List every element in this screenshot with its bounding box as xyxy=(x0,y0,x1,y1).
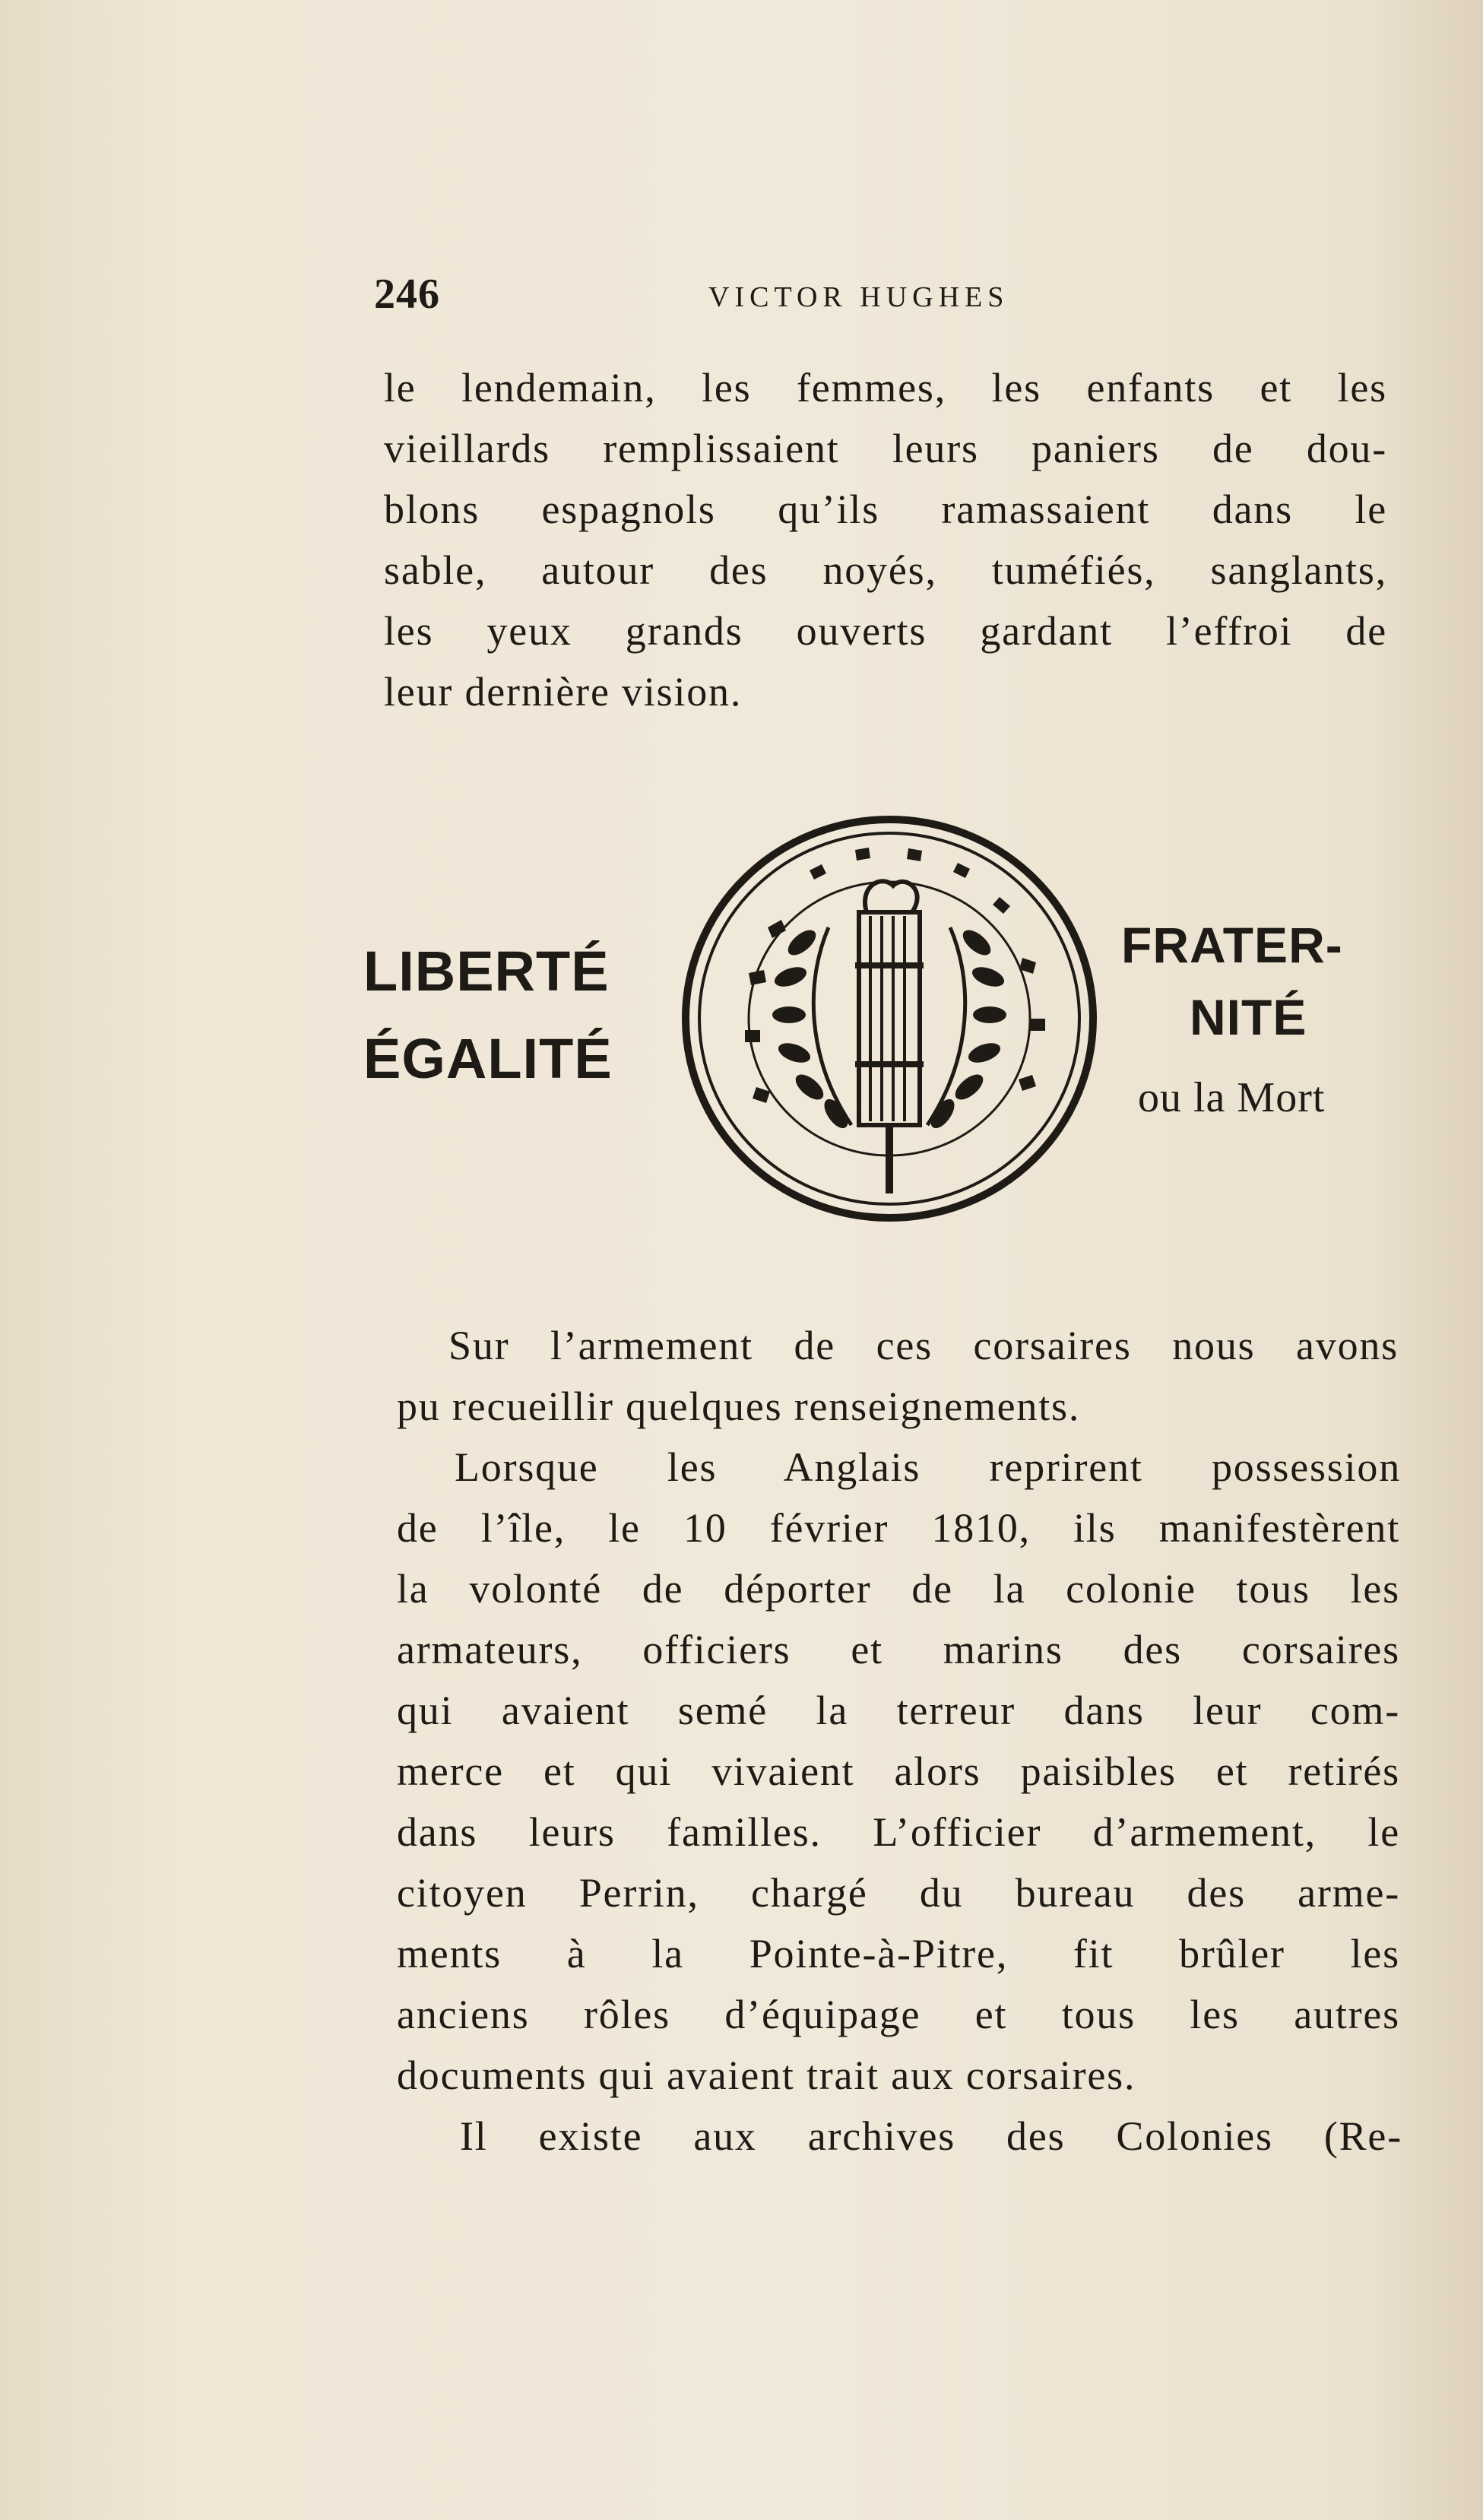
text-line: dans leurs familles. L’officier d’armement, le xyxy=(397,1809,1400,1855)
text-line: qui avaient semé la terreur dans leur com- xyxy=(397,1688,1400,1733)
motto-fraternite-1: FRATER- xyxy=(1121,917,1343,973)
text-line: anciens rôles d’équipage et tous les autres xyxy=(397,1992,1400,2037)
republican-seal-icon xyxy=(677,813,1102,1224)
motto-ou-la-mort: ou la Mort xyxy=(1138,1074,1326,1121)
motto-liberte: LIBERTÉ xyxy=(363,940,610,1003)
text-line: les yeux grands ouverts gardant l’effroi de xyxy=(384,608,1387,654)
text-line: leur dernière vision. xyxy=(384,669,743,715)
text-line: Il existe aux archives des Colonies (Re- xyxy=(460,2113,1402,2159)
text-line: citoyen Perrin, chargé du bureau des arme- xyxy=(397,1870,1400,1916)
text-line: le lendemain, les femmes, les enfants et les xyxy=(384,365,1387,410)
text-line: sable, autour des noyés, tuméfiés, sanglants, xyxy=(384,547,1387,593)
motto-egalite: ÉGALITÉ xyxy=(363,1027,613,1090)
text-line: de l’île, le 10 février 1810, ils manifestèrent xyxy=(397,1505,1400,1551)
text-line: blons espagnols qu’ils ramassaient dans le xyxy=(384,487,1387,532)
running-title: VICTOR HUGHES xyxy=(708,281,1009,313)
text-line: vieillards remplissaient leurs paniers de dou- xyxy=(384,426,1387,471)
text-line: Lorsque les Anglais reprirent possession xyxy=(455,1444,1401,1490)
text-line: pu recueillir quelques renseignements. xyxy=(397,1384,1081,1429)
text-line: ments à la Pointe-à-Pitre, fit brûler les xyxy=(397,1931,1400,1976)
text-line: armateurs, officiers et marins des corsaires xyxy=(397,1627,1400,1672)
motto-fraternite-2: NITÉ xyxy=(1190,989,1307,1045)
text-line: merce et qui vivaient alors paisibles et retirés xyxy=(397,1748,1400,1794)
page-header xyxy=(374,270,1438,323)
text-line: documents qui avaient trait aux corsaires. xyxy=(397,2052,1136,2098)
text-line: la volonté de déporter de la colonie tous les xyxy=(397,1566,1400,1612)
text-line: Sur l’armement de ces corsaires nous avons xyxy=(448,1323,1399,1368)
page-number: 246 xyxy=(374,271,440,318)
